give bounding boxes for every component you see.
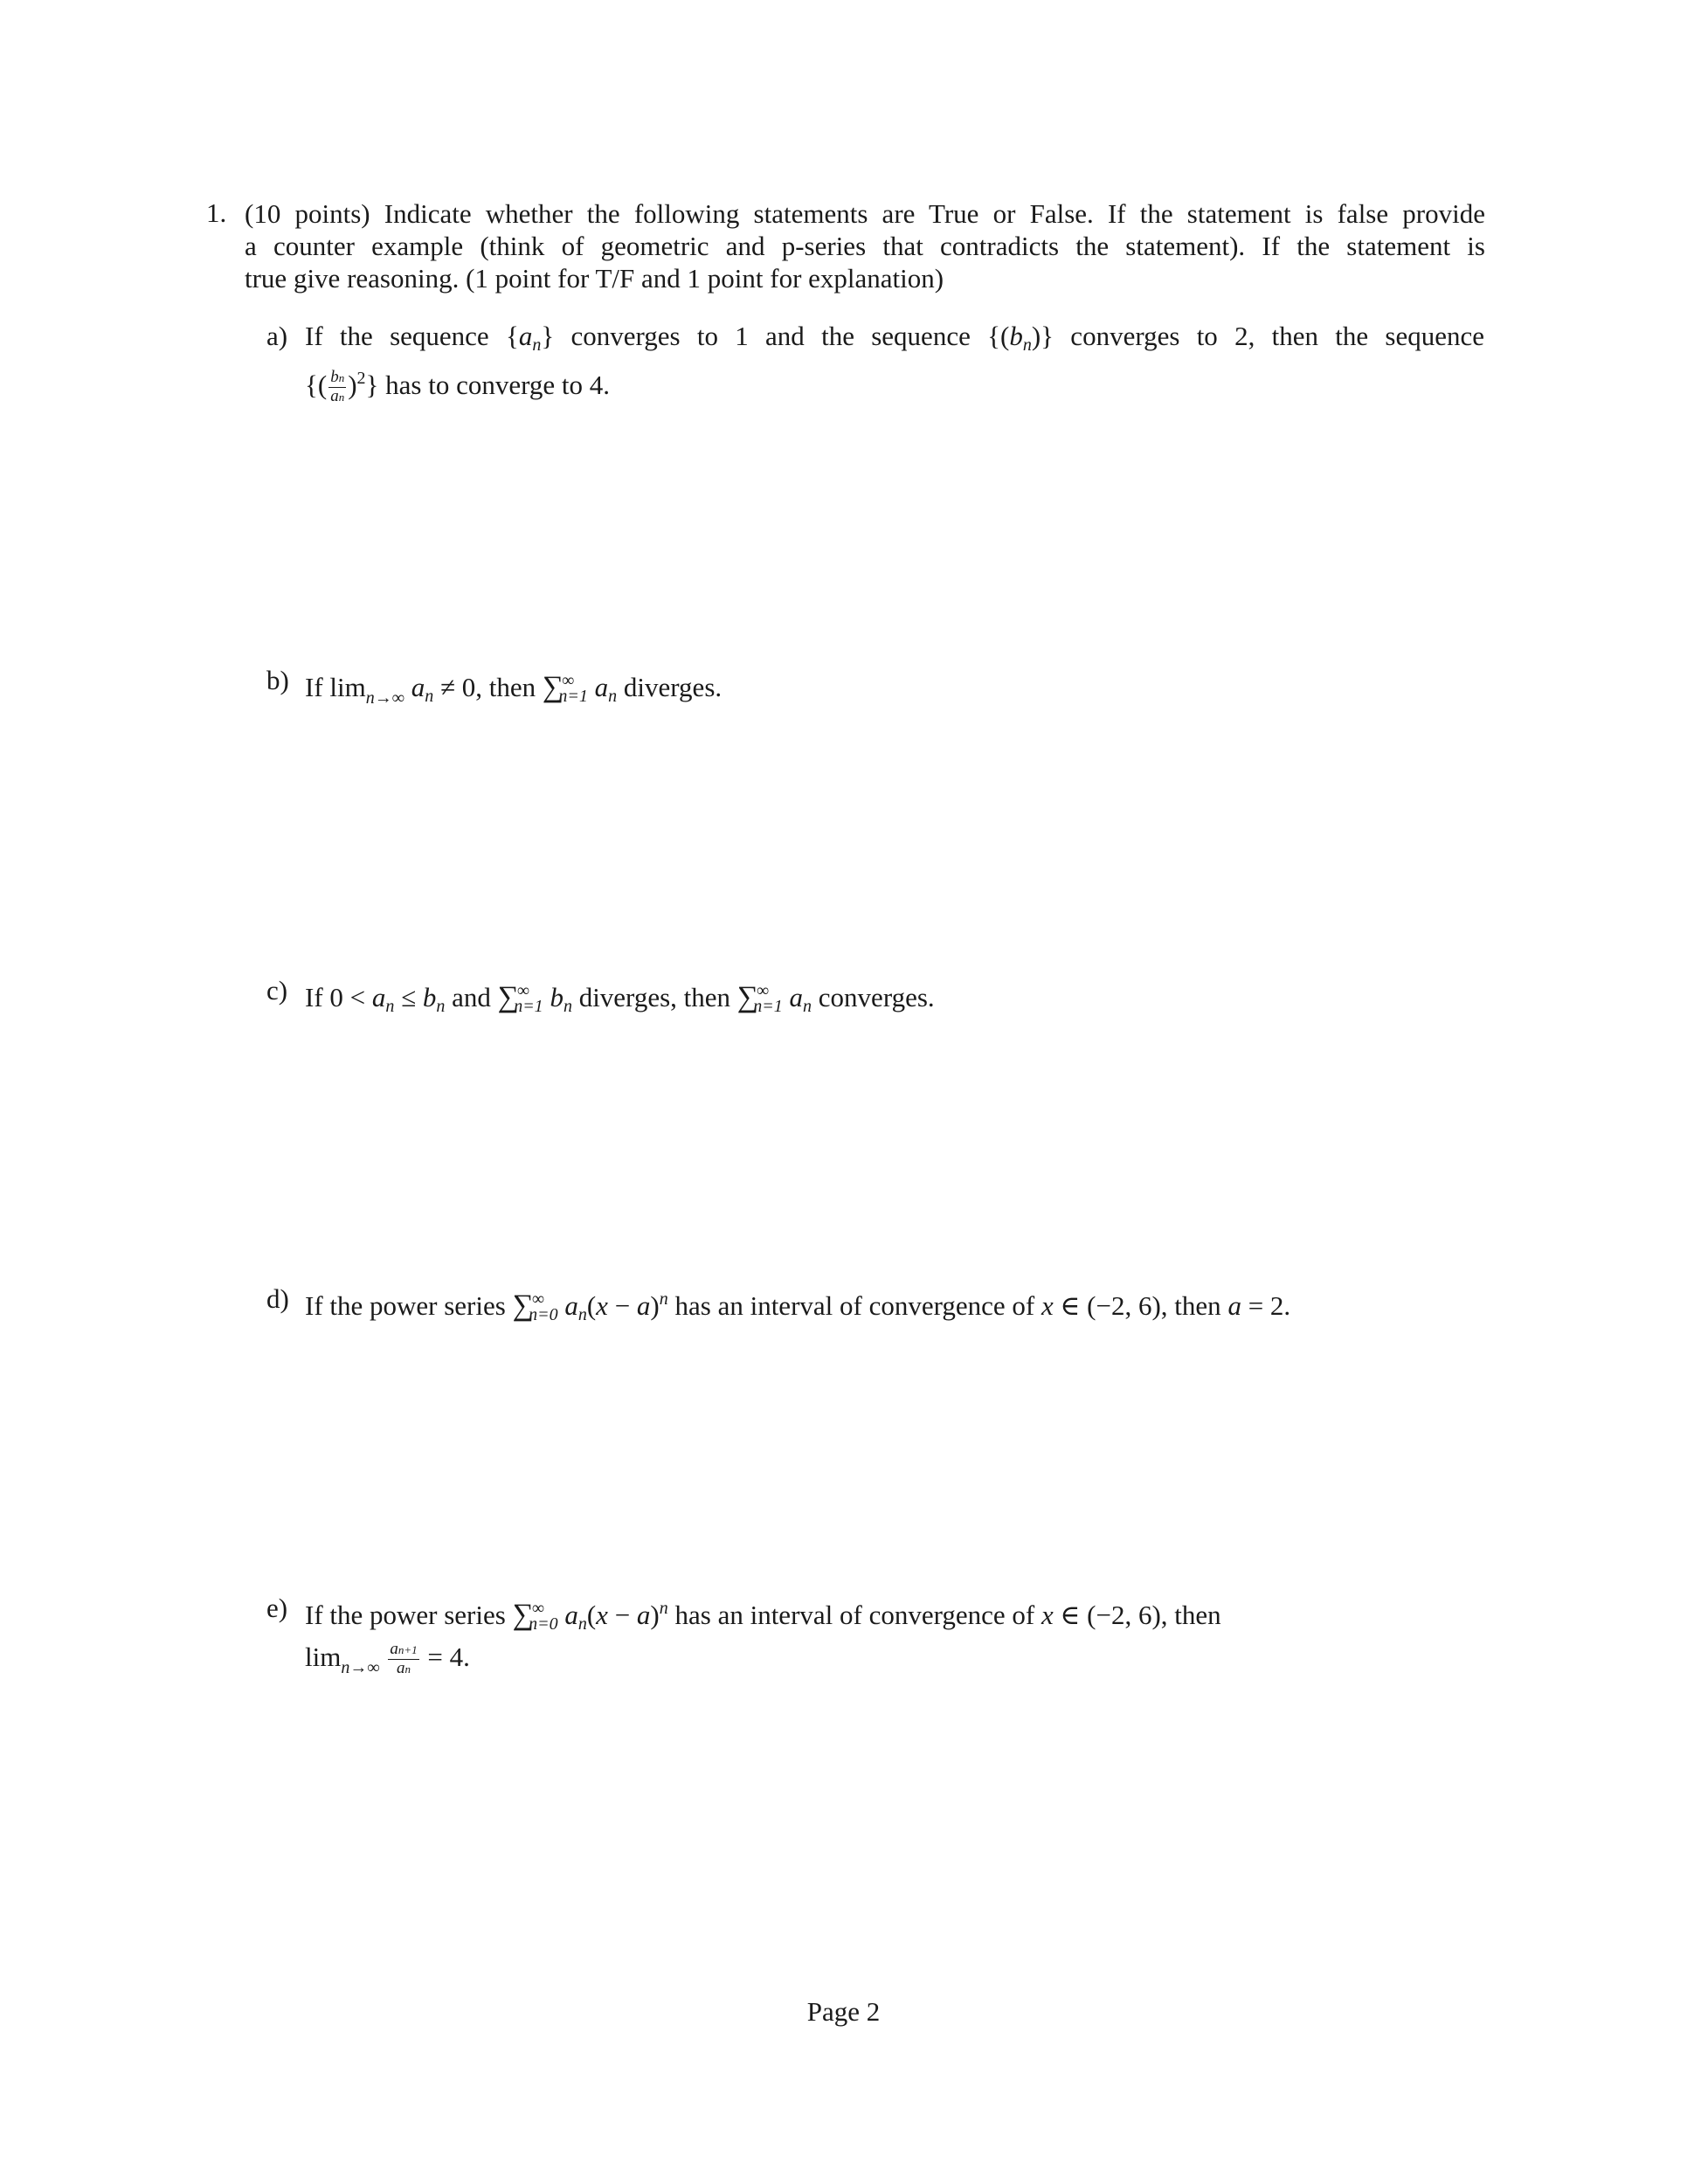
summation: ∑	[542, 671, 564, 703]
statement-line: If the sequence $\{a_n\}$ converges to 1 and the sequence $\{(b_n)\}$ converges to 2, then the sequence	[305, 321, 1485, 355]
part-label: c)	[266, 975, 288, 1006]
statement-line: If $\lim_{n\to\infty} a_n \ne 0$, then $\sum^\infty_{n=1}$ $a_n$ diverges.	[305, 671, 723, 708]
statement-line: $\lim_{n\to\infty}$ $\frac{an+1}{an}$ = 4.	[305, 1640, 470, 1678]
fraction: $\frac{bn}{an}$	[330, 368, 345, 406]
prompt-line: true give reasoning. (1 point for T/F and 1 point for explanation)	[245, 263, 944, 294]
question-number: 1.	[206, 197, 227, 228]
statement-line: If $0 < a_n \le b_n$ and $\sum^\infty_{n=1}$ $b_n$ diverges, then $\sum^\infty_{n=1}$ $a_n$ converges.	[305, 981, 935, 1016]
statement-line: If the power series $\sum^\infty_{n=0}$ $a_n(x - a)^n$ has an interval of convergence of x ∈ (−2, 6), then	[305, 1599, 1221, 1634]
part-label: e)	[266, 1593, 288, 1623]
fraction: $\frac{an+1}{an}$	[390, 1640, 418, 1678]
summation: ∑	[512, 1599, 534, 1631]
question-prompt	[245, 197, 1485, 294]
prompt-line: a counter example (think of geometric and p-series that contradicts the statement). If the statement is	[245, 231, 1485, 261]
statement-line: If the power series $\sum^\infty_{n=0}$ $a_n(x - a)^n$ has an interval of convergence of x ∈ (−2, 6), then a = 2.	[305, 1289, 1291, 1324]
part-label: d)	[266, 1283, 289, 1314]
part-label: a)	[266, 321, 288, 351]
statement-line: {( $\frac{bn}{an}$ )$^2$} has to converge to 4.	[305, 368, 611, 406]
summation: ∑	[736, 981, 759, 1013]
summation: ∑	[497, 981, 519, 1013]
summation: ∑	[512, 1289, 534, 1322]
part-label: b)	[266, 665, 289, 695]
page-number: Page 2	[806, 1996, 881, 2027]
prompt-line: (10 points) Indicate whether the following statements are True or False. If the statement is false provide	[245, 198, 1485, 229]
